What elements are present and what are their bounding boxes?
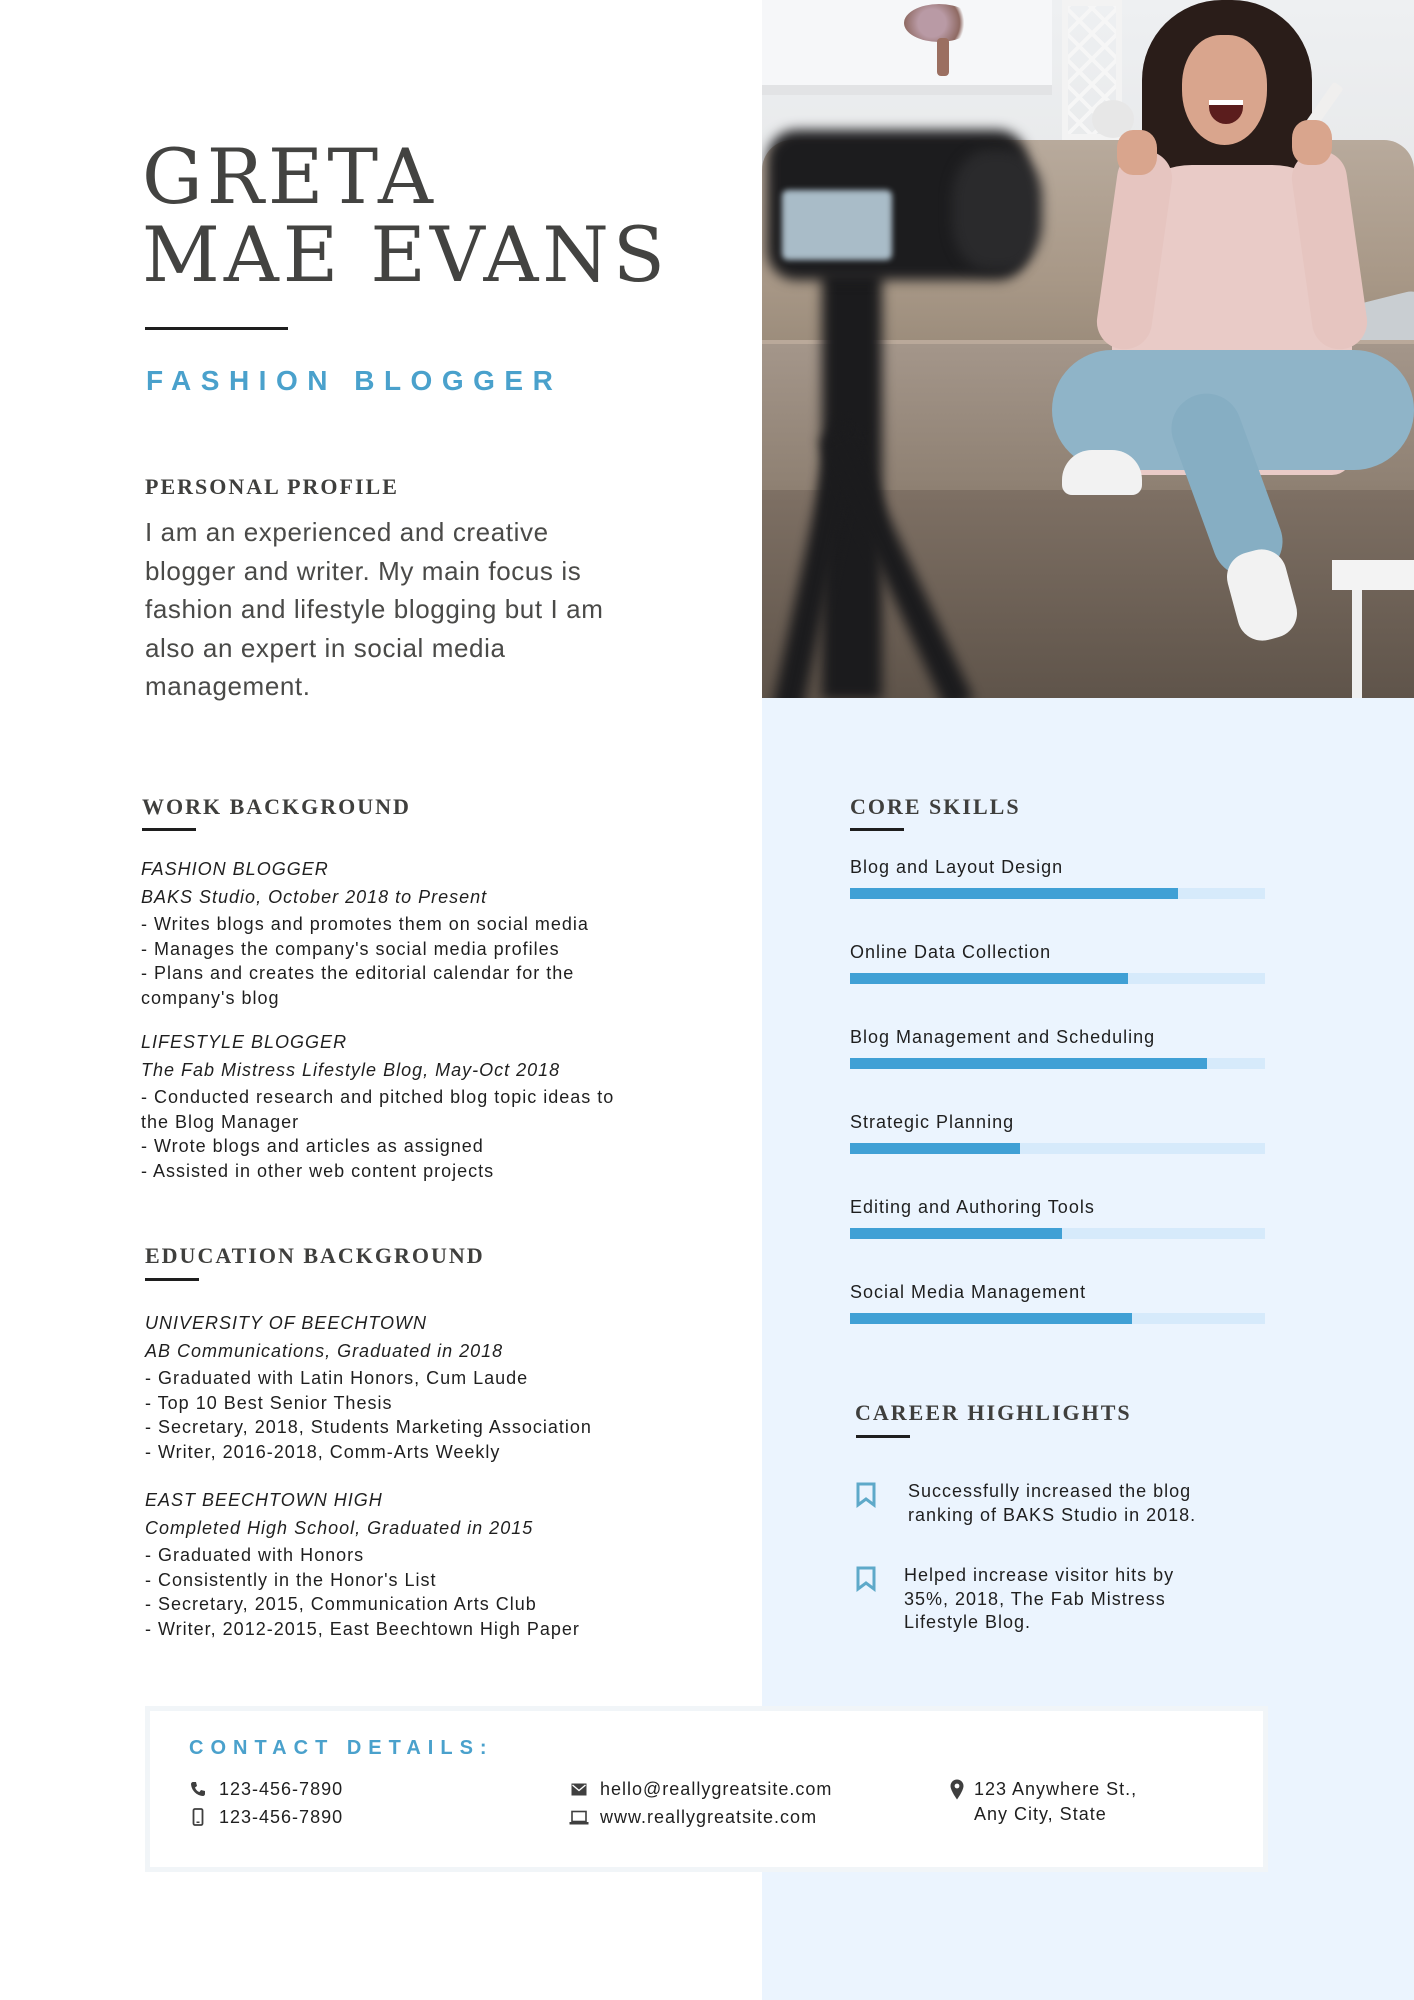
skill-bar-track <box>850 888 1265 899</box>
website-url[interactable]: www.reallygreatsite.com <box>600 1807 818 1827</box>
education-bullet: - Writer, 2012-2015, East Beechtown High Paper <box>145 1618 580 1639</box>
skill-label: Blog and Layout Design <box>850 857 1064 877</box>
photo-table-leg <box>1352 590 1362 698</box>
contact-email <box>568 1775 832 1803</box>
highlight-text: Helped increase visitor hits by 35%, 2018, The Fab Mistress Lifestyle Blog. <box>904 1565 1175 1632</box>
map-pin-icon <box>946 1775 968 1803</box>
contact-heading: CONTACT DETAILS: <box>189 1737 494 1759</box>
work-bullet: - Wrote blogs and articles as assigned <box>141 1136 484 1156</box>
education-bullet: - Secretary, 2015, Communication Arts Club <box>145 1594 537 1614</box>
skill-bar-track <box>850 1228 1265 1239</box>
skill-bar-fill <box>850 1143 1020 1154</box>
skill-bar-track <box>850 1143 1265 1154</box>
education-bullet: - Top 10 Best Senior Thesis <box>145 1392 393 1413</box>
envelope-icon <box>568 1775 590 1803</box>
education-bullet: - Graduated with Latin Honors, Cum Laude <box>145 1368 529 1388</box>
work-bullet: - Writes blogs and promotes them on social media <box>141 914 589 934</box>
mobile-number[interactable]: 123-456-7890 <box>219 1807 344 1827</box>
work-heading: WORK BACKGROUND <box>142 794 411 819</box>
work-role: FASHION BLOGGER <box>141 859 329 879</box>
skill-bar-fill <box>850 1228 1062 1239</box>
highlights-heading-divider <box>856 1435 910 1438</box>
highlight-text: Successfully increased the blog ranking of BAKS Studio in 2018. <box>908 1481 1197 1525</box>
work-entry <box>141 856 631 1010</box>
skill-label: Strategic Planning <box>850 1112 1015 1132</box>
education-entry <box>145 1487 635 1641</box>
profile-photo <box>762 0 1414 698</box>
name-divider <box>145 327 288 330</box>
skill-label: Online Data Collection <box>850 942 1052 962</box>
photo-face <box>1182 35 1267 145</box>
skills-heading: CORE SKILLS <box>850 794 1021 819</box>
contact-address <box>946 1775 1137 1825</box>
skill-item <box>850 1281 1265 1303</box>
skill-bar-fill <box>850 888 1178 899</box>
bookmark-icon <box>856 1566 876 1592</box>
skill-bar-fill <box>850 1313 1132 1324</box>
bookmark-icon <box>856 1482 876 1508</box>
education-heading: EDUCATION BACKGROUND <box>145 1243 485 1268</box>
skill-item <box>850 941 1265 963</box>
phone-icon <box>187 1775 209 1803</box>
school-name: EAST BEECHTOWN HIGH <box>145 1490 383 1510</box>
education-bullet: - Consistently in the Honor's List <box>145 1569 437 1590</box>
school-degree: Completed High School, Graduated in 2015 <box>145 1518 534 1538</box>
photo-vase <box>937 38 949 76</box>
skill-bar-fill <box>850 1058 1207 1069</box>
work-heading-divider <box>142 828 196 831</box>
work-bullet: - Conducted research and pitched blog topic ideas to the Blog Manager <box>141 1087 615 1132</box>
photo-camera-screen <box>782 190 892 260</box>
email-address[interactable]: hello@reallygreatsite.com <box>600 1779 833 1799</box>
skill-bar-track <box>850 1058 1265 1069</box>
work-bullet: - Plans and creates the editorial calendar for the company's blog <box>141 963 575 1008</box>
name-line-first: GRETA <box>142 132 437 221</box>
photo-flowers <box>904 4 974 42</box>
work-bullet: - Manages the company's social media profiles <box>141 938 560 959</box>
skills-heading-divider <box>850 828 904 831</box>
work-company: BAKS Studio, October 2018 to Present <box>141 887 488 907</box>
education-bullet: - Writer, 2016-2018, Comm-Arts Weekly <box>145 1441 501 1462</box>
photo-table <box>1332 560 1414 590</box>
work-entry <box>141 1029 631 1183</box>
skill-label: Social Media Management <box>850 1282 1087 1302</box>
name-line-last: MAE EVANS <box>142 210 669 299</box>
skill-bar-track <box>850 973 1265 984</box>
phone-number[interactable]: 123-456-7890 <box>219 1779 344 1799</box>
photo-camera-lens <box>952 150 1042 270</box>
photo-hand-right <box>1292 120 1332 165</box>
photo-hand-left <box>1117 130 1157 175</box>
school-name: UNIVERSITY OF BEECHTOWN <box>145 1313 428 1333</box>
skill-label: Blog Management and Scheduling <box>850 1027 1156 1047</box>
skill-label: Editing and Authoring Tools <box>850 1197 1095 1217</box>
laptop-icon <box>568 1803 590 1831</box>
skill-item <box>850 1196 1265 1218</box>
address-line: Any City, State <box>974 1804 1107 1824</box>
skill-bar-track <box>850 1313 1265 1324</box>
skill-item <box>850 1026 1265 1048</box>
skill-item <box>850 856 1265 878</box>
contact-website <box>568 1803 817 1831</box>
education-entry <box>145 1310 635 1464</box>
address-line: 123 Anywhere St., <box>974 1779 1138 1799</box>
education-bullet: - Secretary, 2018, Students Marketing Association <box>145 1417 592 1437</box>
work-role: LIFESTYLE BLOGGER <box>141 1032 348 1052</box>
work-bullet: - Assisted in other web content projects <box>141 1160 495 1181</box>
skill-bar-fill <box>850 973 1128 984</box>
job-title: FASHION BLOGGER <box>146 365 563 396</box>
education-bullet: - Graduated with Honors <box>145 1545 365 1565</box>
contact-phone <box>187 1775 343 1803</box>
full-name <box>142 132 669 299</box>
profile-heading: PERSONAL PROFILE <box>145 474 399 499</box>
address-text <box>974 1775 1137 1825</box>
photo-shoe-left <box>1062 450 1142 495</box>
work-company: The Fab Mistress Lifestyle Blog, May-Oct 2018 <box>141 1060 561 1080</box>
profile-text: I am an experienced and creative blogger and writer. My main focus is fashion and lifestyle blogging but I am also an expert in social media management. <box>145 517 604 701</box>
highlights-heading: CAREER HIGHLIGHTS <box>855 1400 1132 1425</box>
education-heading-divider <box>145 1278 199 1281</box>
skill-item <box>850 1111 1265 1133</box>
school-degree: AB Communications, Graduated in 2018 <box>145 1341 504 1361</box>
mobile-icon <box>187 1803 209 1831</box>
contact-mobile <box>187 1803 343 1831</box>
